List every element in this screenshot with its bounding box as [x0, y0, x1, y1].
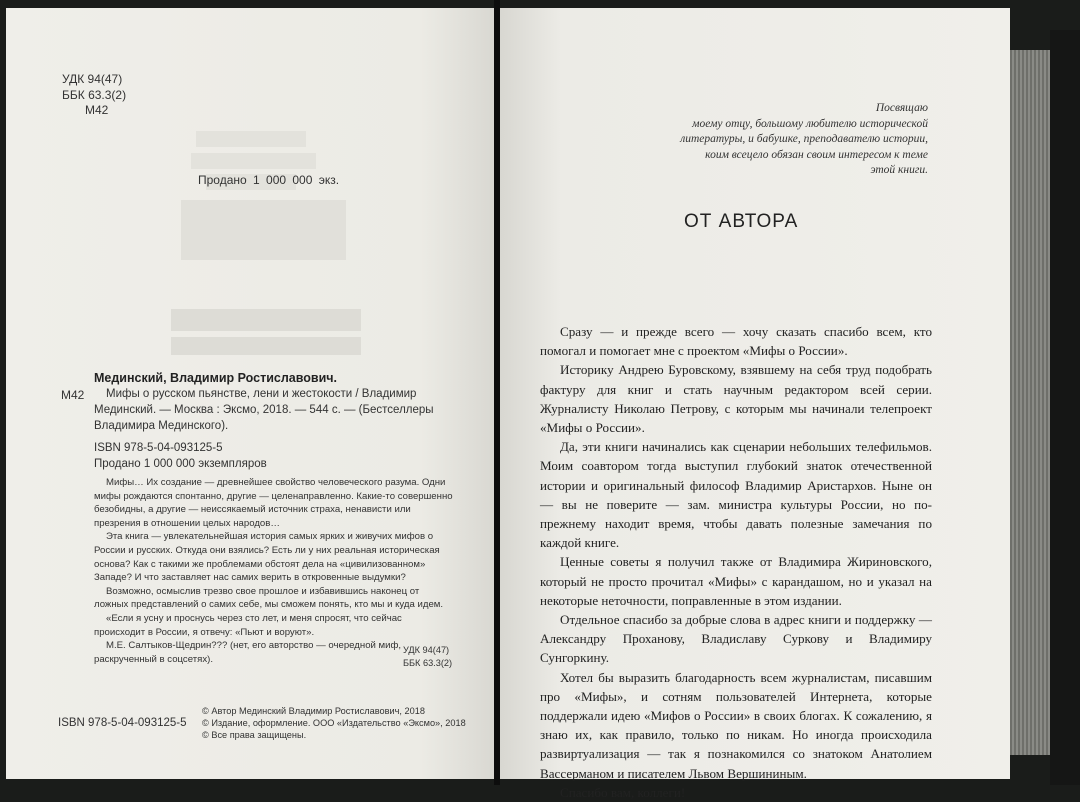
copyright-rights: © Все права защищены. — [202, 730, 307, 740]
dedication-line: Посвящаю — [875, 102, 928, 114]
annotation-paragraph: Мифы… Их создание — древнейшее свойство человеческого разума. Одни мифы рождаются спонтанно, другие — целенаправленно. Какие-то совершенно безобидны, а другие — неиссякаемый источник страха, ненависти или презрения в отношении целых народов… — [94, 477, 453, 529]
isbn-bottom: ISBN 978-5-04-093125-5 — [58, 717, 187, 729]
paragraph: Ценные советы я получил также от Владимира Жириновского, который не просто прочитал «Мифы» с карандашом, но и указал на некоторые неточности, поправленные в этом издании. — [540, 554, 932, 608]
right-page — [500, 8, 1010, 800]
annotation-quote: «Если я усну и проснусь через сто лет, и меня спросят, что сейчас происходит в России, я отвечу: «Пьют и воруют». — [94, 612, 402, 638]
dedication-line: моему отцу, большому любителю исторической — [692, 117, 928, 130]
left-page — [6, 8, 494, 779]
bbk-bottom: ББК 63.3(2) — [403, 658, 453, 668]
copyright-author: © Автор Мединский Владимир Ростиславович, 2018 — [202, 706, 425, 716]
paragraph: Хотел бы выразить благодарность всем журналистам, писавшим про «Мифы», и сотням пользователей Интернета, которые поддержали идею «Мифов о России» в своих блогах. К сожалению, я знаю их, как правило, только по никам. Но иногда происходила развиртуализация — так я познакомился со знатоком Анатолием Вассерманом и писателем Львом Вершининым. — [540, 669, 932, 781]
show-through-shapes — [156, 105, 366, 365]
show-through-art — [156, 98, 366, 365]
catalog-entry: Мифы о русском пьянстве, лени и жестокости / Владимир Мединский. — Москва : Эксмо, 2018. — 544 с. — (Бестселлеры Владимира Мединского). — [94, 388, 434, 432]
annotation — [94, 476, 454, 666]
catalog-isbn: ISBN 978-5-04-093125-5 — [94, 442, 223, 454]
catalog-author: Мединский, Владимир Ростиславович. — [94, 371, 337, 385]
annotation-attribution: М.Е. Салтыков-Щедрин??? (нет, его авторство — очередной миф, раскрученный в соцсетях). — [94, 640, 402, 665]
paragraph: Да, эти книги начинались как сценарии небольших телефильмов. Моим соавтором тогда выступил глубокий знаток отечественной истории и оригинальный философ Владимир Аристархов. Ныне он — вы не поверите — зам. министра культуры России, но по-прежнему находит время, чтобы давать полезные замечания по каждой книге. — [540, 439, 932, 551]
author-sign: М42 — [85, 103, 109, 117]
catalog-sold: Продано 1 000 000 экземпляров — [94, 458, 267, 470]
dedication-line: литературы, и бабушке, преподавателю истории, — [680, 133, 928, 145]
annotation-paragraph: Эта книга — увлекательнейшая история самых ярких и живучих мифов о России и русских. Откуда они взялись? Есть ли у них реальная историческая основа? Как с такими же проблемами обстоят дела на «цивилизованном» Западе? И что заставляет нас самих верить в откровенные выдумки? — [94, 531, 440, 584]
paragraph: Сразу — и прежде всего — хочу сказать спасибо всем, кто помогал и помогает мне с проектом «Мифы о России». — [540, 324, 932, 359]
paragraph: Отдельное спасибо за добрые слова в адрес книги и поддержку — Александру Проханову, Владиславу Суркову и Владимиру Сунгоркину. — [540, 612, 932, 666]
sold-count: Продано 1 000 000 экз. — [198, 173, 340, 187]
page-edges — [1010, 50, 1050, 755]
dedication-line: коим всецело обязан своим интересом к теме — [705, 148, 928, 161]
udk-bottom: УДК 94(47) — [403, 645, 450, 655]
udk-code: УДК 94(47) — [62, 72, 123, 86]
paragraph: Спасибо вам, коллеги! — [560, 784, 686, 800]
paragraph: Историку Андрею Буровскому, взявшему на себя труд подобрать фактуру для книг и стать научным редактором всей серии. Журналисту Николаю Петрову, с которым мы начинали телепроект «Мифы о России». — [540, 362, 932, 436]
bbk-code: ББК 63.3(2) — [62, 88, 127, 102]
catalog-code: М42 — [61, 388, 85, 402]
background-edge — [1050, 30, 1080, 785]
foreword-body — [540, 322, 932, 802]
chapter-heading: ОТ АВТОРА — [684, 211, 799, 232]
dedication — [650, 101, 928, 179]
annotation-paragraph: Возможно, осмыслив трезво свое прошлое и избавившись наконец от ложных представлений о самих себе, мы сможем понять, кто мы и куда идем. — [94, 585, 444, 611]
copyright-edition: © Издание, оформление. ООО «Издательство «Эксмо», 2018 — [202, 718, 466, 728]
dedication-line: этой книги. — [870, 164, 928, 176]
